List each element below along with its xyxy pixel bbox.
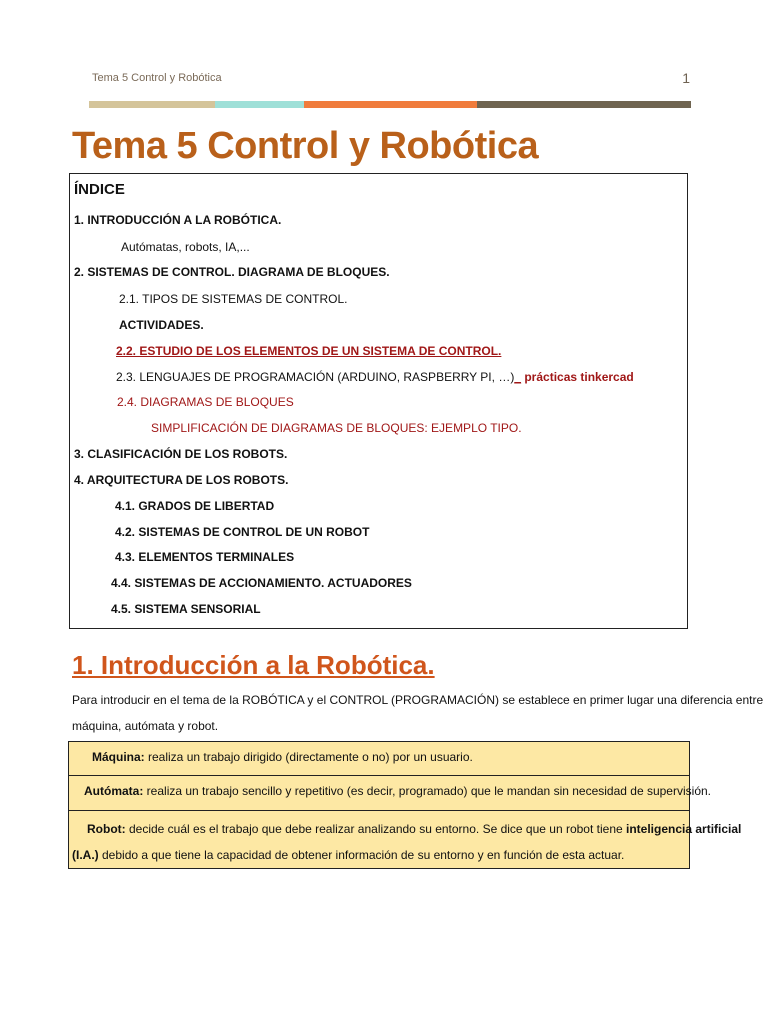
color-bar-segment [477, 101, 691, 108]
toc-item[interactable]: Autómatas, robots, IA,... [121, 240, 250, 254]
toc-item[interactable]: 3. CLASIFICACIÓN DE LOS ROBOTS. [74, 447, 288, 461]
definition-row-maquina [68, 741, 690, 776]
toc-item[interactable]: 4.3. ELEMENTOS TERMINALES [115, 550, 295, 564]
definition-text [72, 848, 624, 862]
toc-heading: ÍNDICE [74, 181, 125, 198]
toc-item[interactable]: 4.5. SISTEMA SENSORIAL [111, 602, 261, 616]
header-color-bar [89, 101, 691, 108]
definition-term: Robot: [87, 822, 126, 836]
definition-term: Autómata: [84, 784, 144, 798]
definition-text [87, 822, 741, 836]
definition-row-automata [68, 776, 711, 811]
toc-item-link[interactable]: SIMPLIFICACIÓN DE DIAGRAMAS DE BLOQUES: EJEMPLO TIPO. [151, 421, 522, 435]
definition-text [92, 750, 473, 764]
practicas-tinkercad-link[interactable]: prácticas tinkercad [524, 370, 634, 384]
toc-item-link[interactable]: 2.2. ESTUDIO DE LOS ELEMENTOS DE UN SISTEMA DE CONTROL. [116, 344, 502, 358]
definition-body: debido a que tiene la capacidad de obtener información de su entorno y en función de esta actuar. [98, 848, 625, 862]
toc-item-with-link [116, 370, 634, 384]
definition-highlight: (I.A.) [72, 848, 99, 862]
color-bar-segment [215, 101, 304, 108]
definition-body: realiza un trabajo dirigido (directamente o no) por un usuario. [144, 750, 473, 764]
running-header: Tema 5 Control y Robótica [92, 72, 222, 84]
definition-body: realiza un trabajo sencillo y repetitivo (es decir, programado) que le mandan sin necesidad de supervisión. [143, 784, 711, 798]
toc-item[interactable]: ACTIVIDADES. [119, 318, 204, 332]
color-bar-segment [89, 101, 215, 108]
table-of-contents [69, 173, 688, 629]
definition-highlight: inteligencia artificial [626, 822, 742, 836]
toc-item-link[interactable]: 2.4. DIAGRAMAS DE BLOQUES [117, 395, 294, 409]
toc-item[interactable]: 4.1. GRADOS DE LIBERTAD [115, 499, 275, 513]
definitions-table [68, 741, 742, 869]
definition-text [84, 784, 711, 798]
section-title: 1. Introducción a la Robótica. [72, 650, 435, 680]
definition-row-robot [68, 811, 742, 869]
toc-item[interactable]: 4. ARQUITECTURA DE LOS ROBOTS. [74, 473, 289, 487]
page-number: 1 [682, 70, 690, 86]
toc-item[interactable]: 2.3. LENGUAJES DE PROGRAMACIÓN (ARDUINO, RASPBERRY PI, …) [116, 370, 515, 384]
intro-paragraph-line: Para introducir en el tema de la ROBÓTICA y el CONTROL (PROGRAMACIÓN) se establece en primer lugar una diferencia entre [72, 693, 764, 707]
link-separator[interactable]: _ [514, 370, 521, 384]
document-title: Tema 5 Control y Robótica [72, 125, 539, 167]
definition-term: Máquina: [92, 750, 145, 764]
toc-item[interactable]: 4.4. SISTEMAS DE ACCIONAMIENTO. ACTUADORES [111, 576, 412, 590]
toc-item[interactable]: 4.2. SISTEMAS DE CONTROL DE UN ROBOT [115, 525, 370, 539]
toc-item[interactable]: 2.1. TIPOS DE SISTEMAS DE CONTROL. [119, 292, 348, 306]
intro-paragraph-line: máquina, autómata y robot. [72, 719, 219, 733]
toc-item[interactable]: 2. SISTEMAS DE CONTROL. DIAGRAMA DE BLOQUES. [74, 265, 390, 279]
color-bar-segment [304, 101, 477, 108]
definition-body: decide cuál es el trabajo que debe realizar analizando su entorno. Se dice que un robot tiene [125, 822, 626, 836]
toc-item[interactable]: 1. INTRODUCCIÓN A LA ROBÓTICA. [74, 213, 282, 227]
